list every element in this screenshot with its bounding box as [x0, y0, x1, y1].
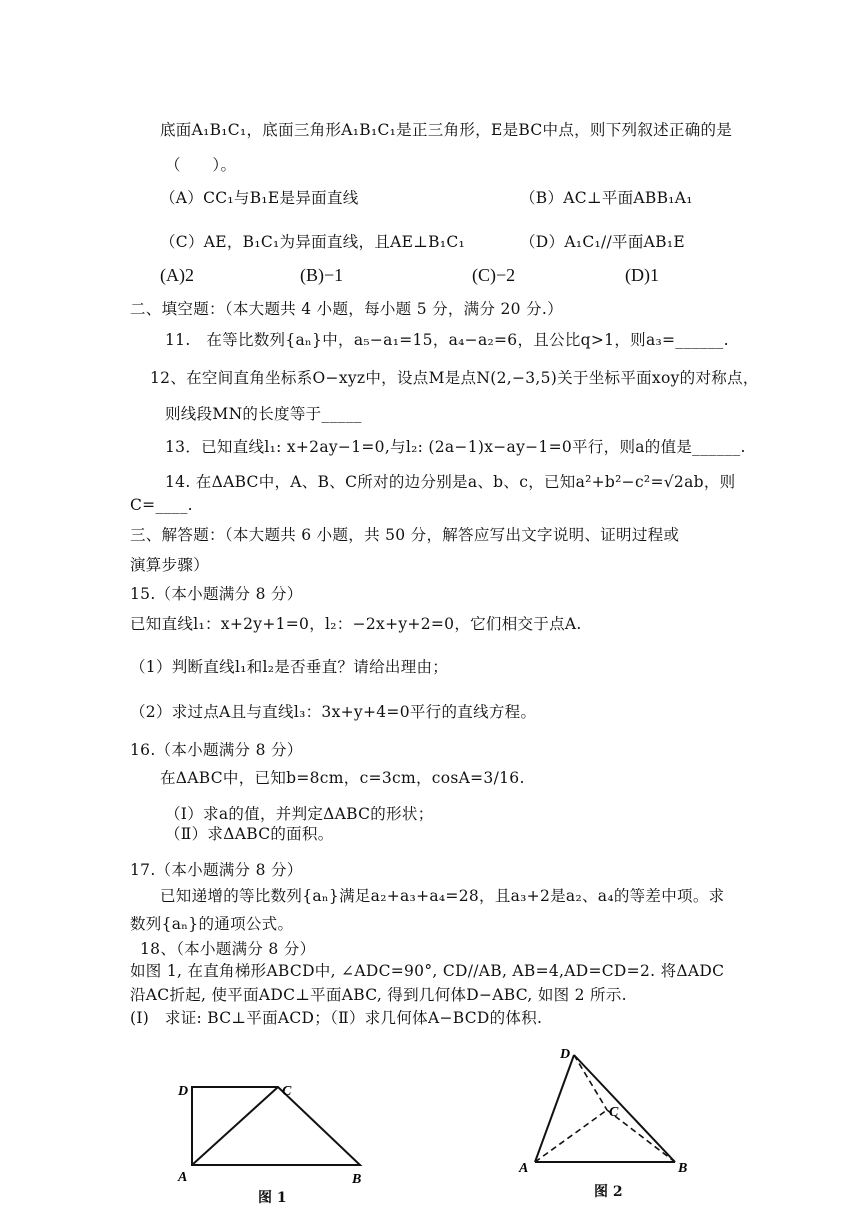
extra-choice-c: (C)−2 [472, 265, 516, 285]
figure1-caption: 图 1 [258, 1190, 287, 1206]
q17-line2: 数列{aₙ}的通项公式。 [130, 915, 294, 933]
extra-choice-b: (B)−1 [300, 265, 344, 285]
fig1-label-c: C [282, 1084, 292, 1099]
q16-stem: 在ΔABC中，已知b=8cm，c=3cm，cosA=3/16. [160, 769, 525, 787]
fig2-label-b: B [678, 1161, 688, 1176]
q15-part2: （2）求过点A且与直线l₃：3x+y+4=0平行的直线方程。 [130, 703, 537, 721]
q10-option-d: （D）A₁C₁//平面AB₁E [520, 233, 685, 251]
figure1-trapezoid [170, 1075, 380, 1205]
q10-option-c: （C）AE，B₁C₁为异面直线，且AE⊥B₁C₁ [160, 233, 466, 251]
q11: 11. 在等比数列{aₙ}中，a₅−a₁=15，a₄−a₂=6，且公比q>1，则a₃=______. [165, 331, 729, 349]
extra-choice-a: (A)2 [160, 265, 194, 285]
q15-stem: 已知直线l₁：x+2y+1=0，l₂：−2x+y+2=0，它们相交于点A. [130, 615, 582, 633]
fig1-label-a: A [178, 1170, 188, 1185]
fig1-label-b: B [352, 1172, 362, 1187]
q17-line1: 已知递增的等比数列{aₙ}满足a₂+a₃+a₄=28，且a₃+2是a₂、a₄的等差中项。求 [160, 887, 725, 905]
fig2-label-a: A [519, 1161, 529, 1176]
q18-line1: 如图 1, 在直角梯形ABCD中, ∠ADC=90°, CD//AB, AB=4,AD=CD=2. 将ΔADC [130, 962, 725, 980]
section2-heading: 二、填空题：（本大题共 4 小题，每小题 5 分，满分 20 分.） [130, 300, 563, 318]
fig2-label-d: D [560, 1047, 571, 1062]
fig1-label-d: D [178, 1084, 189, 1099]
q10-line1: 底面A₁B₁C₁，底面三角形A₁B₁C₁是正三角形，E是BC中点，则下列叙述正确的是 [160, 121, 733, 139]
q13: 13．已知直线l₁: x+2ay−1=0,与l₂: (2a−1)x−ay−1=0平行，则a的值是______. [165, 438, 746, 456]
q16-part1: （Ⅰ）求a的值，并判定ΔABC的形状； [165, 805, 434, 823]
q14-line1: 14. 在ΔABC中，A、B、C所对的边分别是a、b、c，已知a²+b²−c²=√2ab，则 [165, 473, 736, 491]
q12-line2: 则线段MN的长度等于_____ [165, 405, 362, 423]
figure2-tetrahedron [515, 1040, 705, 1180]
q10-option-b: （B）AC⊥平面ABB₁A₁ [520, 189, 693, 207]
fig2-label-c: C [609, 1105, 619, 1120]
q10-option-a: （A）CC₁与B₁E是异面直线 [160, 189, 359, 207]
q10-answer-paren: （ ）。 [165, 156, 237, 174]
section3-heading-line2: 演算步骤） [130, 556, 210, 574]
q15-part1: （1）判断直线l₁和l₂是否垂直？请给出理由； [130, 658, 449, 676]
q18-line3: (Ⅰ) 求证: BC⊥平面ACD；（Ⅱ）求几何体A−BCD的体积. [130, 1009, 543, 1027]
q16-part2: （Ⅱ）求ΔABC的面积。 [165, 825, 334, 843]
extra-choice-d: (D)1 [625, 265, 659, 285]
q14-line2: C=____. [130, 496, 193, 514]
q16-title: 16.（本小题满分 8 分） [130, 741, 303, 759]
section3-heading-line1: 三、解答题：（本大题共 6 小题，共 50 分，解答应写出文字说明、证明过程或 [130, 526, 680, 544]
q15-title: 15.（本小题满分 8 分） [130, 585, 303, 603]
q18-line2: 沿AC折起, 使平面ADC⊥平面ABC, 得到几何体D−ABC, 如图 2 所示. [130, 986, 627, 1004]
q17-title: 17.（本小题满分 8 分） [130, 861, 303, 879]
q12-line1: 12、在空间直角坐标系O−xyz中，设点M是点N(2,−3,5)关于坐标平面xoy的对称点， [150, 369, 759, 387]
figure2-caption: 图 2 [594, 1184, 623, 1200]
q18-title: 18、（本小题满分 8 分） [140, 940, 316, 958]
